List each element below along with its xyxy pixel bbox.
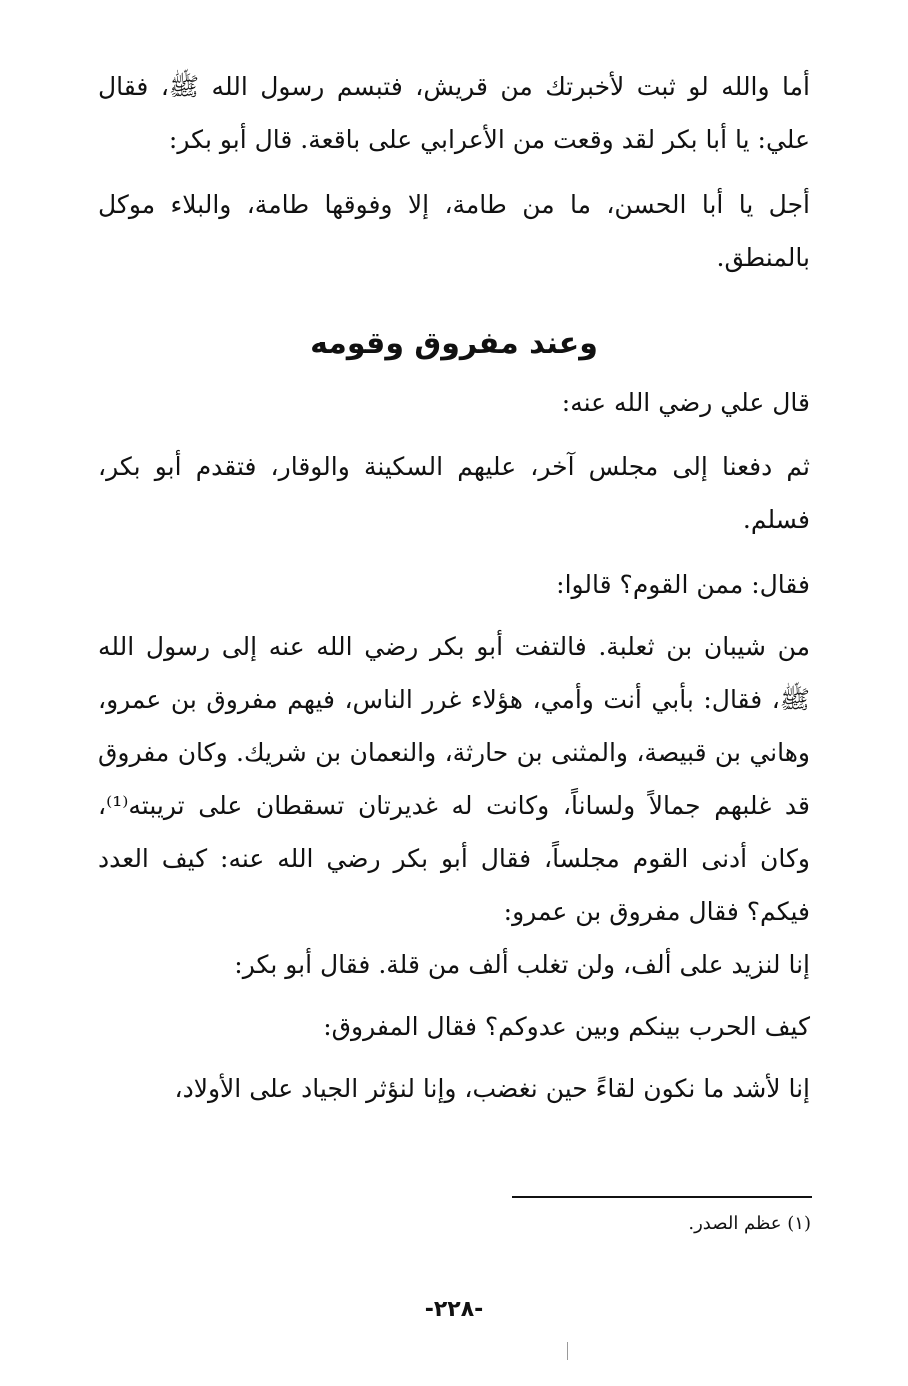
- paragraph-7: إنا لنزيد على ألف، ولن تغلب ألف من قلة. فقال أبو بكر:: [234, 950, 810, 979]
- paragraph-5: فقال: ممن القوم؟ قالوا:: [556, 570, 810, 599]
- page-number: -٢٢٨-: [424, 1297, 484, 1322]
- paragraph-3: قال علي رضي الله عنه:: [561, 388, 810, 417]
- paragraph-4: ثم دفعنا إلى مجلس آخر، عليهم السكينة والوقار، فتقدم أبو بكر، فسلم.: [98, 452, 810, 534]
- footnote-divider: [512, 1196, 812, 1198]
- paragraph-8: كيف الحرب بينكم وبين عدوكم؟ فقال المفروق:: [323, 1012, 810, 1041]
- paragraph-6: من شيبان بن ثعلبة. فالتفت أبو بكر رضي الله عنه إلى رسول الله ﷺ، فقال: بأبي أنت وأمي، هؤلاء غرر الناس، فيهم مفروق بن عمرو، وهاني بن قبيصة، والمثنى بن حارثة، والنعمان بن شريك. وكان مفروق قد غلبهم جمالاً ولساناً، وكانت له غديرتان تسقطان على تريبته⁽¹⁾، وكان أدنى القوم مجلساً، فقال أبو بكر رضي الله عنه: كيف العدد فيكم؟ فقال مفروق بن عمرو:: [98, 632, 810, 926]
- section-heading: وعند مفروق وقومه: [310, 326, 598, 361]
- paragraph-1: أما والله لو ثبت لأخبرتك من قريش، فتبسم رسول الله ﷺ، فقال علي: يا أبا بكر لقد وقعت من الأعرابي على باقعة. قال أبو بكر:: [98, 72, 810, 154]
- paragraph-2: أجل يا أبا الحسن، ما من طامة، إلا وفوقها طامة، والبلاء موكل بالمنطق.: [98, 190, 810, 272]
- footnote: (١) عظم الصدر.: [688, 1213, 811, 1234]
- paragraph-9: إنا لأشد ما نكون لقاءً حين نغضب، وإنا لنؤثر الجياد على الأولاد،: [174, 1074, 810, 1103]
- scan-artifact-mark: [567, 1342, 568, 1360]
